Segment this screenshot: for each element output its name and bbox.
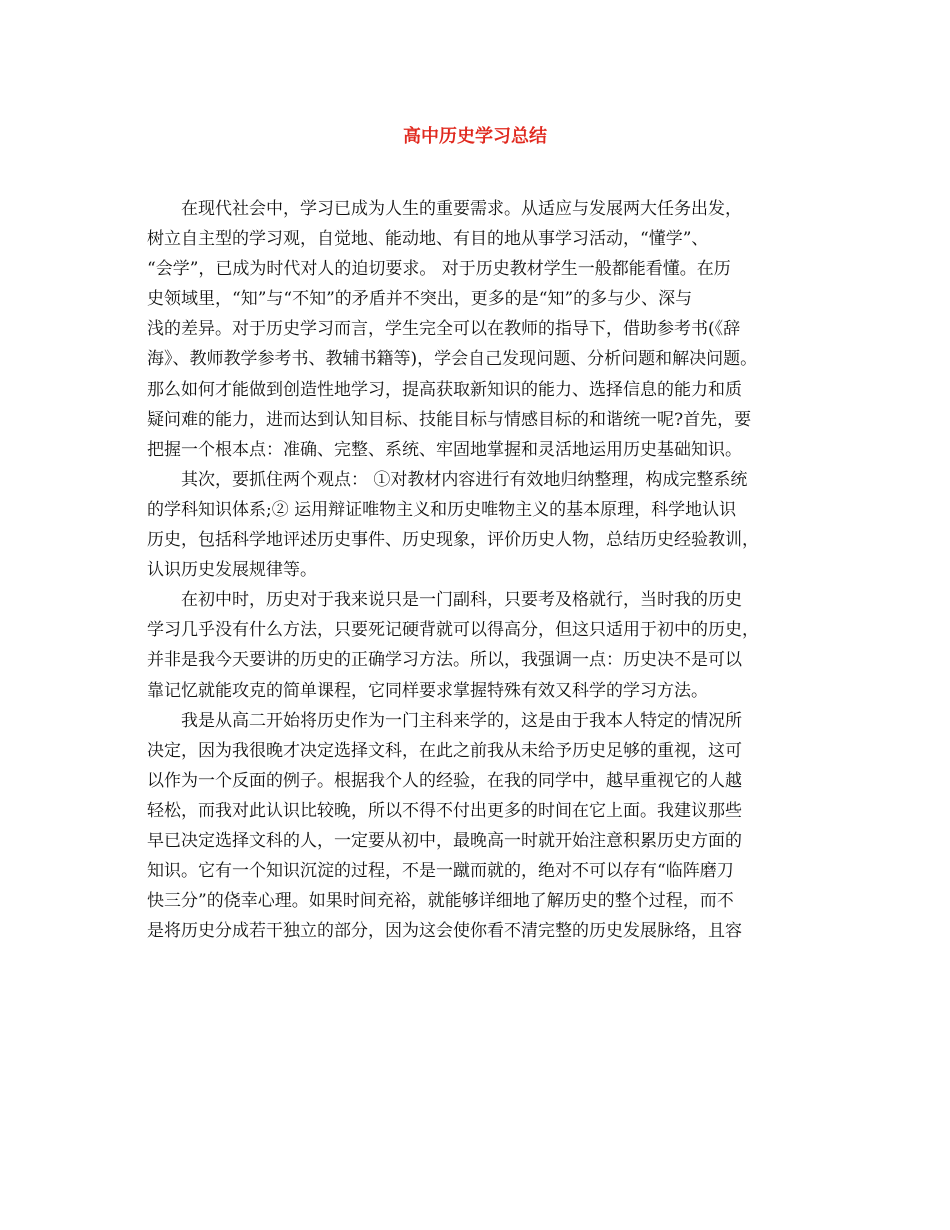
text-line: 早已决定选择文科的人，一定要从初中，最晚高一时就开始注意积累历史方面的 bbox=[147, 830, 742, 851]
text-line: “会学”，已成为时代对人的迫切要求。 对于历史教材学生一般都能看懂。在历 bbox=[147, 259, 731, 280]
text-line: 是将历史分成若干独立的部分，因为这会使你看不清完整的历史发展脉络，且容 bbox=[147, 921, 742, 942]
text-line: 轻松，而我对此认识比较晚，所以不得不付出更多的时间在它上面。我建议那些 bbox=[147, 800, 742, 821]
text-line: 浅的差异。对于历史学习而言，学生完全可以在教师的指导下，借助参考书(《辞 bbox=[147, 319, 741, 340]
text-line: 在现代社会中，学习已成为人生的重要需求。从适应与发展两大任务出发， bbox=[181, 199, 742, 219]
text-line: 历史，包括科学地评述历史事件、历史现象，评价历史人物，总结历史经验教训， bbox=[147, 530, 759, 551]
text-line: 史领域里，“知”与“不知”的矛盾并不突出，更多的是“知”的多与少、深与 bbox=[147, 289, 693, 310]
text-line: 在初中时，历史对于我来说只是一门副科，只要考及格就行，当时我的历史 bbox=[181, 590, 742, 611]
document-title: 高中历史学习总结 bbox=[403, 126, 547, 147]
text-line: 其次，要抓住两个观点： ①对教材内容进行有效地归纳整理，构成完整系统 bbox=[181, 469, 748, 490]
text-line: 以作为一个反面的例子。根据我个人的经验，在我的同学中，越早重视它的人越 bbox=[147, 770, 742, 791]
text-line: 我是从高二开始将历史作为一门主科来学的，这是由于我本人特定的情况所 bbox=[181, 710, 742, 731]
text-line: 并非是我今天要讲的历史的正确学习方法。所以，我强调一点：历史决不是可以 bbox=[147, 650, 742, 671]
text-line: 那么如何才能做到创造性地学习，提高获取新知识的能力、选择信息的能力和质 bbox=[147, 379, 742, 400]
text-line: 学习几乎没有什么方法，只要死记硬背就可以得高分，但这只适用于初中的历史， bbox=[147, 620, 759, 641]
text-line: 快三分”的侥幸心理。如果时间充裕，就能够详细地了解历史的整个过程，而不 bbox=[147, 891, 734, 912]
text-line: 知识。它有一个知识沉淀的过程，不是一蹴而就的，绝对不可以存有“临阵磨刀 bbox=[147, 861, 734, 882]
text-line: 认识历史发展规律等。 bbox=[147, 560, 317, 581]
text-line: 树立自主型的学习观，自觉地、能动地、有目的地从事学习活动，“懂学”、 bbox=[147, 229, 709, 250]
text-line: 疑问难的能力，进而达到认知目标、技能目标与情感目标的和谐统一呢?首先，要 bbox=[147, 409, 752, 430]
text-line: 决定，因为我很晚才决定选择文科，在此之前我从未给予历史足够的重视，这可 bbox=[147, 740, 742, 761]
text-line: 把握一个根本点：准确、完整、系统、牢固地掌握和灵活地运用历史基础知识。 bbox=[147, 439, 742, 460]
text-line: 靠记忆就能攻克的简单课程，它同样要求掌握特殊有效又科学的学习方法。 bbox=[147, 680, 708, 701]
text-line: 的学科知识体系;② 运用辩证唯物主义和历史唯物主义的基本原理，科学地认识 bbox=[147, 499, 737, 520]
text-line: 海》、教师教学参考书、教辅书籍等)，学会自己发现问题、分析问题和解决问题。 bbox=[147, 349, 758, 370]
document-body bbox=[147, 194, 807, 946]
